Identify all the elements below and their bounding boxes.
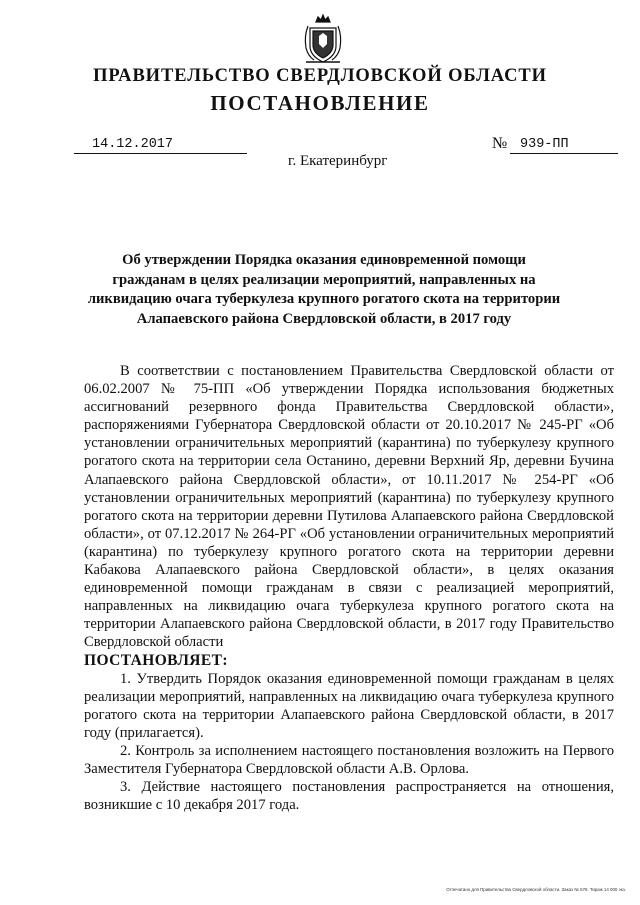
- document-type-title: ПОСТАНОВЛЕНИЕ: [210, 91, 430, 115]
- resolution-item-1: 1. Утвердить Порядок оказания единовременной помощи гражданам в целях реализации мероприятий, направленных на ликвидацию очага туберкулеза крупного рогатого скота на территории Алапаевского района Свердловской области, в 2017 году (прилагается).: [84, 670, 614, 741]
- print-footer: Отпечатано для Правительства Свердловской области. Заказ № 576. Тираж 14 000 экз.: [446, 887, 626, 892]
- document-number: 939-ПП: [510, 137, 618, 154]
- document-body: [84, 362, 614, 814]
- resolves-heading: ПОСТАНОВЛЯЕТ:: [84, 651, 228, 669]
- coat-of-arms-emblem: [302, 14, 344, 66]
- resolution-item-2: 2. Контроль за исполнением настоящего постановления возложить на Первого Заместителя Губернатора Свердловской области А.В. Орлова.: [84, 742, 614, 778]
- preamble-paragraph: В соответствии с постановлением Правительства Свердловской области от 06.02.2007 № 75-ПП «Об утверждении Порядка использования бюджетных ассигнований резервного фонда Правительства Свердловской области», распоряжениями Губернатора Свердловской области от 20.10.2017 № 245-РГ «Об установлении ограничительных мероприятий (карантина) по туберкулезу крупного рогатого скота на территории села Останино, деревни Верхний Яр, деревни Бучина Алапаевского района Свердловской области», от 10.11.2017 № 254-РГ «Об установлении ограничительных мероприятий (карантина) по туберкулезу крупного рогатого скота на территории деревни Путилова Алапаевского района Свердловской области», от 07.12.2017 № 264-РГ «Об установлении ограничительных мероприятий (карантина) по туберкулезу крупного рогатого скота на территории деревни Кабакова Алапаевского района Свердловской области», в целях оказания единовременной помощи гражданам в связи с реализацией мероприятий, направленных на ликвидацию очага туберкулеза крупного рогатого скота на территории Алапаевского района Свердловской области, в 2017 году Правительство Свердловской области: [84, 363, 614, 651]
- government-title: ПРАВИТЕЛЬСТВО СВЕРДЛОВСКОЙ ОБЛАСТИ: [93, 66, 547, 86]
- number-sign: №: [492, 135, 508, 152]
- document-date: 14.12.2017: [74, 137, 247, 154]
- city-name: г. Екатеринбург: [288, 153, 388, 169]
- document-subject: Об утверждении Порядка оказания единовременной помощи гражданам в целях реализации мероприятий, направленных на ликвидацию очага туберкулеза крупного рогатого скота на территории Алапаевского района Свердловской области, в 2017 году: [87, 252, 561, 327]
- resolution-item-3: 3. Действие настоящего постановления распространяется на отношения, возникшие с 10 декабря 2017 года.: [84, 779, 614, 814]
